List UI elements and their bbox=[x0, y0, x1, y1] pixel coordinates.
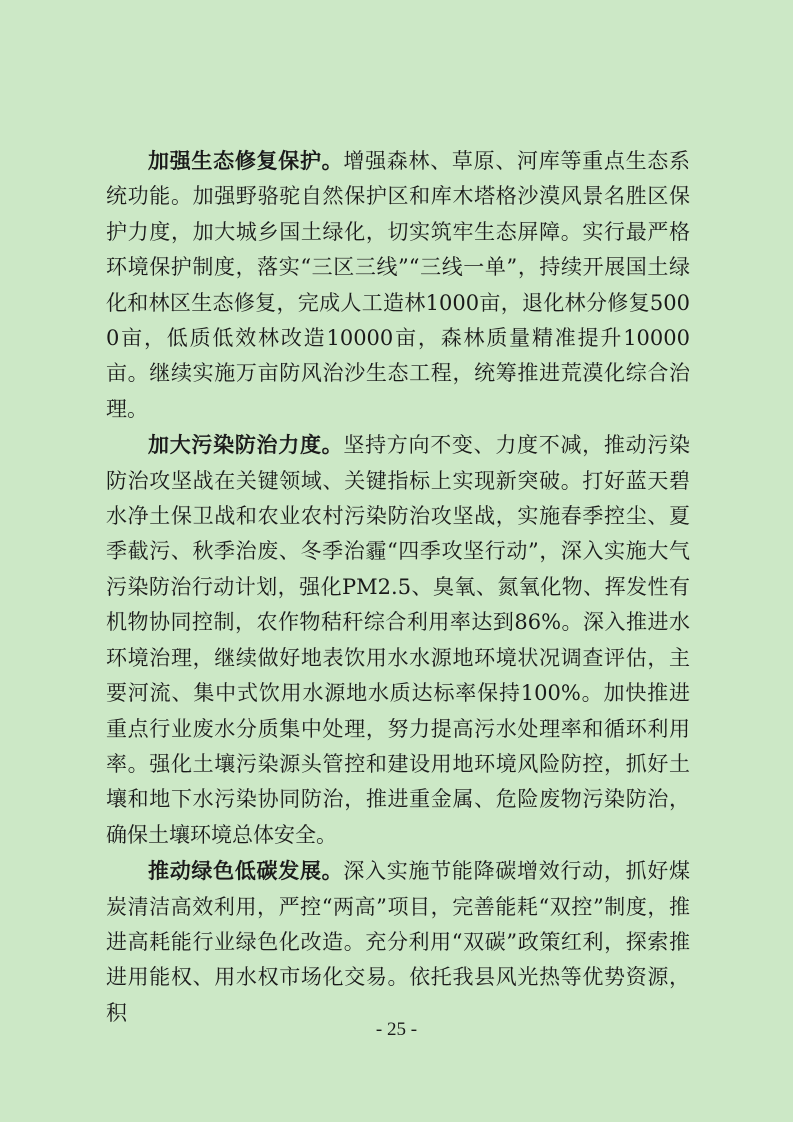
paragraph-ecology bbox=[106, 143, 690, 427]
paragraph-text: 深入实施节能降碳增效行动，抓好煤炭清洁高效利用，严控“两高”项目，完善能耗“双控”制度，推进高耗能行业绿色化改造。充分利用“双碳”政策红利，探索推进用能权、用水权市场化交易。依托我县风光热等优势资源，积 bbox=[106, 859, 690, 1025]
paragraph-heading: 加大污染防治力度。 bbox=[148, 432, 344, 458]
paragraph-heading: 加强生态修复保护。 bbox=[148, 148, 344, 173]
document-body bbox=[106, 143, 690, 1031]
paragraph-low-carbon bbox=[106, 853, 690, 1031]
paragraph-text: 坚持方向不变、力度不减，推动污染防治攻坚战在关键领域、关键指标上实现新突破。打好蓝天碧水净土保卫战和农业农村污染防治攻坚战，实施春季控尘、夏季截污、秋季治废、冬季治霾“四季攻坚行动”，深入实施大气污染防治行动计划，强化PM2.5、臭氧、氮氧化物、挥发性有机物协同控制，农作物秸秆综合利用率达到86%。深入推进水环境治理，继续做好地表饮用水水源地环境状况调查评估，主要河流、集中式饮用水源地水质达标率保持100%。加快推进重点行业废水分质集中处理，努力提高污水处理率和循环利用率。强化土壤污染源头管控和建设用地环境风险防控，抓好土壤和地下水污染协同防治，推进重金属、危险废物污染防治，确保土壤环境总体安全。 bbox=[106, 433, 690, 847]
page-number: - 25 - bbox=[375, 1019, 418, 1040]
paragraph-text: 增强森林、草原、河库等重点生态系统功能。加强野骆驼自然保护区和库木塔格沙漠风景名胜区保护力度，加大城乡国土绿化，切实筑牢生态屏障。实行最严格环境保护制度，落实“三区三线”“三线一单”，持续开展国土绿化和林区生态修复，完成人工造林1000亩，退化林分修复5000亩，低质低效林改造10000亩，森林质量精准提升10000亩。继续实施万亩防风治沙生态工程，统筹推进荒漠化综合治理。 bbox=[106, 149, 690, 421]
paragraph-pollution bbox=[106, 427, 690, 853]
paragraph-heading: 推动绿色低碳发展。 bbox=[148, 858, 344, 884]
